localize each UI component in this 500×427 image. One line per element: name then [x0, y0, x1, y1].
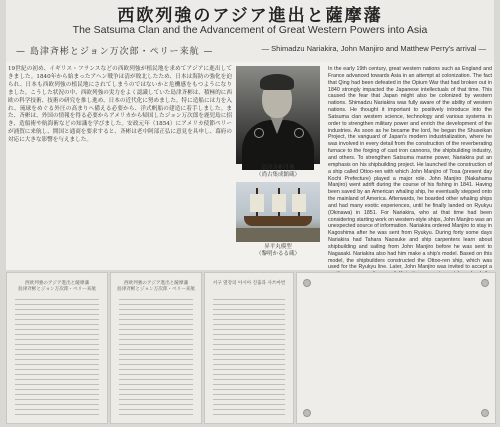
ship-sail [292, 194, 306, 212]
plaque-middle [110, 272, 202, 424]
plaque-middle-text [119, 299, 193, 415]
plaque-middle-title: 西欧列強のアジア進出と薩摩藩 島津斉彬とジョン万次郎・ペリー来航 [116, 281, 195, 292]
ship-hull [244, 216, 312, 226]
plaque-left [6, 272, 108, 424]
header-panel [6, 0, 494, 62]
portrait-caption: 島津斉彬肖像 （尚古集成館蔵） [255, 165, 300, 178]
body-english: In the early 19th century, great western nations such as England and France advanced towards Asia in an attempt at colonization. The fact that Qing had been defeated in the Opium War that had broken out in 1840 strongly impacted the Japanese intellectuals of that time. This caused the fear that Japan might also be colonized by western nations. Shimadzu Nariakira was fully aware of the ability of western nations. He thought it important to positively introduce into the Satsuma clan western science, technology and various systems in order to strengthen military power and enrich the development of the industries. As soon as he became the lord, he began the Shuseikan Project, the vanguard of Japan's modern industrialization, where he was involved in every detail from the construction of the reverberating furnace to the forging of cast iron cannons, the shipbuilding industry, and others. To strengthen Satsuma marine power, Nariakira put an emphasis on his shipbuilding project. He launched the construction of a ship called Ottoo-ren with which John Manjiro of Tosa (present day Kochi Prefecture) played a major role. John Manjiro (Nakahama Manjiro) went adrift during the course of his fishing in 1841. Having been saved by an American whaling ship, he eventually stepped onto the mainland of America. Afterwards, he boarded other whaling ships and had many exotic experiences, until he finally landed on Ryukyu (Okinawa) in 1851. For Nariakira, who at that time had been considering starting work on western-style ships, John Manjiro was an unexpected source of information. Nariakira ordered Manjiro to stay in Kagoshima after he was sent from Ryukyu. During forty some days Nariakira had Tahara Naosuke and ship carpenters learn about shipbuilding and sailing from John Manjiro before he was sent to Nagasaki. Nariakira also had him make a ship's model. Based on this model, the shipbuilders constructed the Ottoo-ren ship, which was used for the Ryukyu line. Later, John Manjiro was invited to accept a [328, 66, 492, 271]
screw-icon [303, 409, 311, 417]
body-japanese: 19世紀の初め、イギリス・フランスなどの西欧列強が植民地を求めてアジアに進出してきました。1840年から始まったアヘン戦争は清が敗北したため、日本は海防の強化を迫られ、日本も西欧列強の植民地にされてしまうのではないかと危機感をもつようになりました。こうした状況の中、西欧列強の実力をよく認識していた島津斉彬は、積極的に西欧の科学技術、技術の研究を推し進め、日本の近代化に努めました。特に造船には力を入れ、琉球をめぐる外圧の高まりへ備える必要から、洋式帆船の建造に着手しました。また、斉彬は、外国の情報を得る必要からアメリカから帰国したジョン万次郎を鹿児島に招き、造船術や航海術などの知識を学びました。安政元年（1854）にアメリカ使節ペリーが浦賀に来航し、開国と通商を要求すると、斉彬は老中阿部正弘に意見を具申し、幕府の対応に大きな影響を与えました。 [8, 66, 232, 144]
plaque-right [204, 272, 294, 424]
plaque-left-text [15, 299, 99, 415]
blank-panel [296, 272, 496, 424]
ship-sail [272, 194, 286, 212]
plaque-right-text [213, 299, 285, 415]
screw-icon [481, 409, 489, 417]
ship-caption: 昇平丸模型 （黎明かるる蔵） [255, 244, 300, 257]
title-japanese: 西欧列強のアジア進出と薩摩藩 [117, 6, 383, 26]
screw-icon [303, 279, 311, 287]
portrait-hair [260, 74, 294, 90]
subtitle-japanese: — 島津斉彬とジョン万次郎・ペリー来航 — [16, 47, 214, 57]
screw-icon [481, 279, 489, 287]
title-english: The Satsuma Clan and the Advancement of Great Western Powers into Asia [72, 24, 428, 36]
ship-display-base [236, 228, 320, 242]
plaque-left-title: 西欧列強のアジア進出と薩摩藩 島津斉彬とジョン万次郎・ペリー来航 [17, 281, 96, 292]
portrait-image [236, 66, 320, 164]
subtitle-english: — Shimadzu Nariakira, John Manjiro and Matthew Perry's arrival — [261, 44, 486, 53]
plaque-right-title: 서구 열강의 아시아 진출과 사쓰마번 [212, 281, 286, 286]
crest-right-icon [294, 128, 304, 138]
ship-sail [250, 194, 264, 212]
crest-left-icon [254, 128, 264, 138]
ship-model-image [236, 182, 320, 242]
